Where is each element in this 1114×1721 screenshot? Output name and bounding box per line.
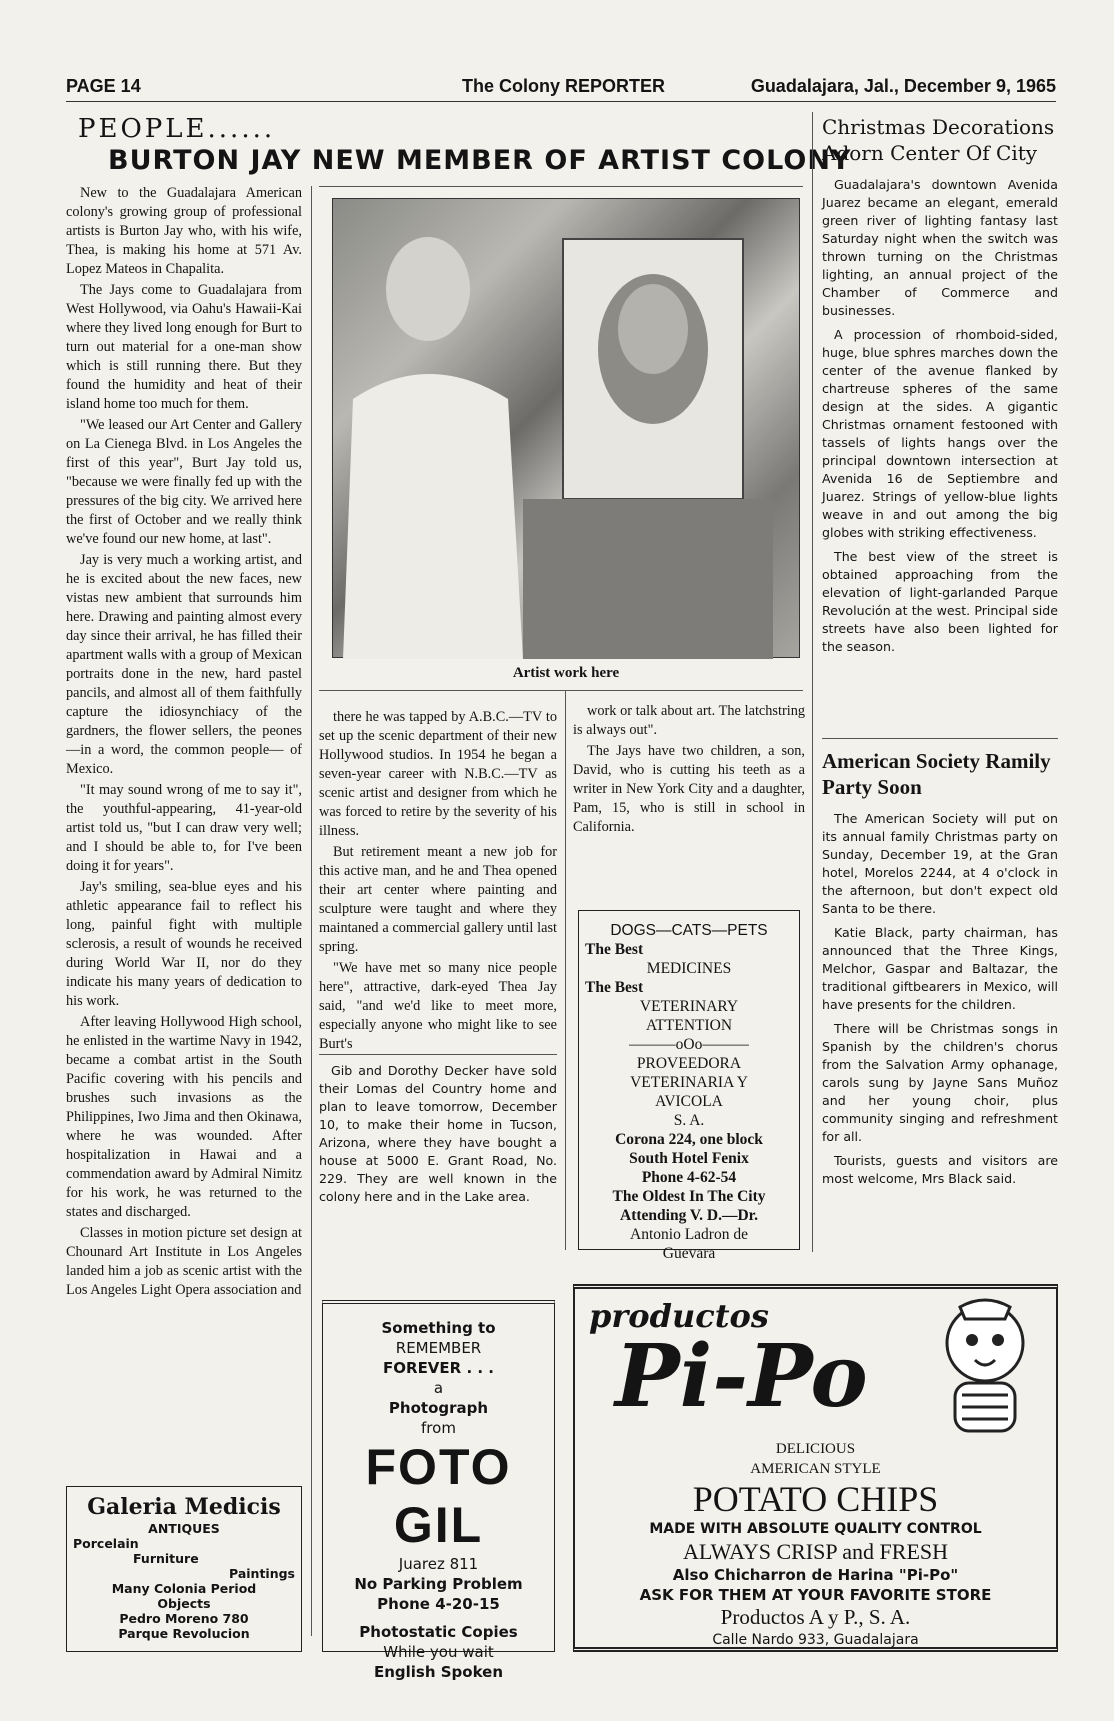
ad-brand: Pi-Po xyxy=(615,1326,868,1427)
pipo-ad xyxy=(573,1284,1058,1652)
paragraph: "We have met so many nice people here", attractive, dark-eyed Thea Jay said, "and we'd like to meet more, especially anyone who might like to see Burt's xyxy=(319,960,557,1052)
page-number: PAGE 14 xyxy=(66,76,141,96)
ad-line: Furniture xyxy=(133,1551,199,1566)
headline: BURTON JAY NEW MEMBER OF ARTIST COLONY xyxy=(108,145,852,176)
article-col3 xyxy=(573,702,805,882)
ad-line: Photograph xyxy=(388,1399,489,1417)
society-story xyxy=(822,810,1058,1250)
paragraph: Guadalajara's downtown Avenida Juarez became an elegant, emerald green river of lighting fantasy last Saturday night when the switch was thrown turning on the Christmas lighting, an annual project of the Chamber of Commerce and businesses. xyxy=(822,177,1058,318)
paragraph: New to the Guadalajara American colony's growing group of professional artists is Burton Jay who, with his wife, Thea, is making his home at 571 Av. Lopez Mateos in Chapalita. xyxy=(66,185,302,277)
ad-line: AVICOLA xyxy=(655,1093,723,1110)
paragraph: But retirement meant a new job for this active man, and he and Thea opened their art center where painting and sculpture were taught and where they maintaned a commercial gallery until last spring. xyxy=(319,844,557,955)
ad-brand: FOTO GIL xyxy=(365,1439,512,1553)
ad-line: ANTIQUES xyxy=(148,1521,220,1536)
article-col2 xyxy=(319,708,557,1052)
ad-line: MADE WITH ABSOLUTE QUALITY CONTROL xyxy=(649,1521,982,1537)
paragraph: There will be Christmas songs in Spanish by the children's chorus from the Salvation Army ophanage, carols sung by Jayne Sans Muñoz and her young choir, plus community singing and refreshment for all. xyxy=(822,1021,1058,1144)
dateline: Guadalajara, Jal., December 9, 1965 xyxy=(750,76,1056,96)
ad-line: productos xyxy=(589,1297,769,1335)
ad-line: VETERINARIA Y xyxy=(630,1074,748,1091)
article-col1 xyxy=(66,184,302,1474)
ad-line: No Parking Problem xyxy=(354,1575,523,1593)
ad-line: ASK FOR THEM AT YOUR FAVORITE STORE xyxy=(639,1586,992,1604)
ad-line: Also Chicharron de Harina "Pi-Po" xyxy=(672,1566,959,1584)
ad-line: Productos A y P., S. A. xyxy=(720,1605,911,1629)
ad-line: FOREVER . . . xyxy=(383,1359,494,1377)
ad-line: Phone 4-62-54 xyxy=(641,1169,737,1186)
paragraph: "It may sound wrong of me to say it", the youthful-appearing, 41-year-old artist told us, "but I can draw very well; and I should be able to, for I've been doing it for years". xyxy=(66,782,302,874)
ad-line: Pedro Moreno 780 xyxy=(119,1611,249,1626)
ad-line: Something to xyxy=(381,1319,496,1337)
ad-line: ———oOo——— xyxy=(629,1036,749,1053)
vet-ad xyxy=(578,910,800,1262)
ad-line: Attending V. D.—Dr. xyxy=(620,1207,758,1224)
photo-illustration xyxy=(333,199,801,659)
ad-line: ATTENTION xyxy=(645,1017,733,1034)
paragraph: Gib and Dorothy Decker have sold their Lomas del Country home and plan to leave tomorrow, December 10, to make their home in Tucson, Arizona, where they have bought a house at 5000 E. Grant Road, No. 229. They are well known in the colony here and in the Lake area. xyxy=(319,1063,557,1204)
ad-line: The Oldest In The City xyxy=(612,1188,766,1205)
paragraph: Jay is very much a working artist, and he is excited about the new faces, new vistas new ambient that surrounds him here. Drawing and painting almost every day since their arrival, he has filled their apartment walls with a group of Mexican portraits done in the new, hard pastel pancils, and almost all of them faithfully capture the idiosynchiacy of the gardners, the flower sellers, the peones —in a word, the common people— of Mexico. xyxy=(66,552,302,777)
photo-caption: Artist work here xyxy=(512,665,620,681)
ad-line: POTATO CHIPS xyxy=(692,1479,939,1519)
ad-line: from xyxy=(421,1419,456,1437)
ad-line: DELICIOUS xyxy=(775,1441,856,1457)
ad-brand: Galeria Medicis xyxy=(87,1494,281,1520)
ad-line: Antonio Ladron de xyxy=(630,1226,748,1243)
ad-line: AMERICAN STYLE xyxy=(750,1461,881,1477)
ad-line: Photostatic Copies xyxy=(359,1623,518,1641)
ad-line: PROVEEDORA xyxy=(636,1055,742,1072)
ad-line: Juarez 811 xyxy=(398,1555,479,1573)
ad-line: While you wait xyxy=(383,1643,494,1661)
tiger-mascot-icon xyxy=(920,1295,1050,1435)
paragraph: "We leased our Art Center and Gallery on La Cienega Blvd. in Los Angeles the first of this year", Burt Jay told us, "because we were finally fed up with the pressures of the big city. We arrived here the first of October and we really think we've found our new home, at last". xyxy=(66,417,302,547)
ad-line: Guevara xyxy=(662,1245,716,1262)
masthead xyxy=(66,72,1056,102)
christmas-story xyxy=(822,176,1058,736)
christmas-headline: Christmas Decorations Adorn Center Of City xyxy=(822,115,1055,165)
ad-line: Phone 4-20-15 xyxy=(377,1595,500,1613)
ad-line: VETERINARY xyxy=(639,998,739,1015)
paragraph: Katie Black, party chairman, has announced that the Three Kings, Melchor, Gaspar and Baltazar, the traditional giftbearers in Mexico, will have presents for the children. xyxy=(822,925,1058,1012)
ad-line: English Spoken xyxy=(373,1663,504,1681)
ad-line: The Best xyxy=(585,941,644,958)
paragraph: Tourists, guests and visitors are most welcome, Mrs Black said. xyxy=(822,1153,1058,1186)
paragraph: The American Society will put on its annual family Christmas party on Sunday, December 19, at the Gran hotel, Morelos 2244, at 4 o'clock in the afternoon, but don't expect old Santa to be there. xyxy=(822,811,1058,916)
galeria-ad xyxy=(66,1486,302,1652)
artist-photo xyxy=(332,198,800,658)
ad-line: REMEMBER xyxy=(395,1339,482,1357)
paragraph: A procession of rhomboid-sided, huge, blue sphres marches down the center of the avenue flanked by chartreuse spheres of the same design at the sides. A gigantic Christmas ornament festooned with tassels of lights hangs over the principal downtown intersection at Avenida 16 de Septiembre and Juarez. Strings of yellow-blue lights weave in and out among the big globes with striking effectiveness. xyxy=(822,327,1058,540)
ad-line: DOGS—CATS—PETS xyxy=(610,922,768,939)
ad-line: Calle Nardo 933, Guadalajara xyxy=(712,1632,919,1648)
foto-gil-ad xyxy=(322,1300,555,1681)
ad-line: MEDICINES xyxy=(646,960,732,977)
ad-line: South Hotel Fenix xyxy=(629,1150,749,1167)
paragraph: Jay's smiling, sea-blue eyes and his athletic appearance fail to reflect his long, painful fight with multiple sclerosis, a result of wounds he received during World War II, nor do they indicate his many years of dedication to his work. xyxy=(66,879,302,1009)
paragraph: The Jays have two children, a son, David, who is cutting his teeth as a writer in New York City and a daughter, Pam, 15, who is still in school in California. xyxy=(573,743,805,835)
ad-line: S. A. xyxy=(673,1112,705,1129)
ad-line: a xyxy=(433,1379,444,1397)
paragraph: Classes in motion picture set design at Chounard Art Institute in Los Angeles landed him a job as scenic artist with the Los Angeles Light Opera association and xyxy=(66,1225,302,1298)
ad-line: Parque Revolucion xyxy=(118,1626,250,1641)
ad-line: The Best xyxy=(585,979,644,996)
ad-line: Paintings xyxy=(229,1566,295,1581)
ad-line: Corona 224, one block xyxy=(615,1131,763,1148)
paragraph: After leaving Hollywood High school, he enlisted in the wartime Navy in 1942, became a combat artist in the South Pacific covering with his pencils and brushes such invasions as the Philippines, Iwo Jima and then Okinawa, where he was wounded. After hospitalization in Hawai and a commendation award by Admiral Nimitz for his work, he was returned to the states and discharged. xyxy=(66,1014,302,1220)
paragraph: The best view of the street is obtained approaching from the elevation of light-garlanded Parque Revolución at the west. Principal side streets have also been lighted for the season. xyxy=(822,549,1058,654)
decker-item xyxy=(319,1062,557,1292)
section-label: PEOPLE...... xyxy=(78,114,276,144)
paragraph: there he was tapped by A.B.C.—TV to set up the scenic department of their new Hollywood studios. In 1954 he began a seven-year career with N.B.C.—TV as scenic artist and designer from which he was forced to retire by the severity of his illness. xyxy=(319,709,557,839)
paper-name: The Colony REPORTER xyxy=(462,76,666,96)
ad-line: Many Colonia Period xyxy=(111,1581,257,1596)
society-headline: American Society Ramily Party Soon xyxy=(822,749,1051,799)
ad-line: Objects xyxy=(157,1596,211,1611)
ad-line: ALWAYS CRISP and FRESH xyxy=(682,1539,949,1564)
paragraph: work or talk about art. The latchstring is always out". xyxy=(573,703,805,738)
paragraph: The Jays come to Guadalajara from West Hollywood, via Oahu's Hawaii-Kai where they lived long enough for Burt to turn out material for a one-man show which is still running there. But they found the humidity and heat of their island home too much for them. xyxy=(66,282,302,412)
ad-line: Porcelain xyxy=(73,1536,139,1551)
pipo-text xyxy=(575,1439,1056,1650)
